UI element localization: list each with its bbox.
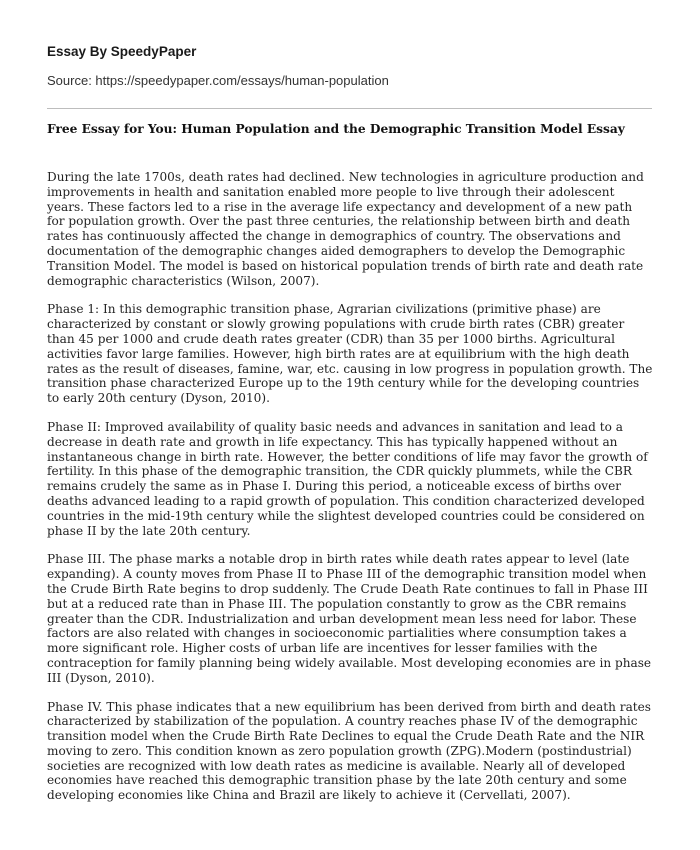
site-title: Essay By SpeedyPaper xyxy=(47,44,197,59)
paragraph-intro: During the late 1700s, death rates had declined. New technologies in agriculture production and improvements in health and sanitation enabled more people to live through their adolescent years. These factors led to a rise in the average life expectancy and development of a new path for population growth. Over the past three centuries, the relationship between birth and death rates has continuously affected the change in demographics of country. The observations and documentation of the demographic changes aided demographers to develop the Demographic Transition Model. The model is based on historical population trends of birth rate and death rate demographic characteristics (Wilson, 2007). xyxy=(47,170,644,288)
source-line: Source: https://speedypaper.com/essays/human-population xyxy=(47,73,389,88)
essay-title: Free Essay for You: Human Population and the Demographic Transition Model Essay xyxy=(47,122,625,136)
paragraph-phase-4: Phase IV. This phase indicates that a new equilibrium has been derived from birth and death rates characterized by stabilization of the population. A country reaches phase IV of the demographic transition model when the Crude Birth Rate Declines to equal the Crude Death Rate and the NIR moving to zero. This condition known as zero population growth (ZPG).Modern (postindustrial) societies are recognized with low death rates as medicine is available. Nearly all of developed economies have reached this demographic transition phase by the late 20th century and some developing economies like China and Brazil are likely to achieve it (Cervellati, 2007). xyxy=(47,699,652,803)
paragraph-phase-2: Phase II: Improved availability of quality basic needs and advances in sanitation and lead to a decrease in death rate and growth in life expectancy. This has typically happened without an instantaneous change in birth rate. However, the better conditions of life may favor the growth of fertility. In this phase of the demographic transition, the CDR quickly plummets, while the CBR remains crudely the same as in Phase I. During this period, a noticeable excess of births over deaths advanced leading to a rapid growth of population. This condition characterized developed countries in the mid-19th century while the slightest developed countries could be considered on phase II by the late 20th century. xyxy=(47,419,648,538)
paragraph-phase-1: Phase 1: In this demographic transition phase, Agrarian civilizations (primitive phase) are characterized by constant or slowly growing populations with crude birth rates (CBR) greater than 45 per 1000 and crude death rates greater (CDR) than 35 per 1000 births. Agricultural activities favor large families. However, high birth rates are at equilibrium with the high death rates as the result of diseases, famine, war, etc. causing in low progress in population growth. The transition phase characterized Europe up to the 19th century while for the developing countries to early 20th century (Dyson, 2010). xyxy=(47,302,653,406)
header-divider xyxy=(47,108,652,109)
essay-body xyxy=(47,170,653,817)
paragraph-phase-3: Phase III. The phase marks a notable drop in birth rates while death rates appear to level (late expanding). A county moves from Phase II to Phase III of the demographic transition model when the Crude Birth Rate begins to drop suddenly. The Crude Death Rate continues to fall in Phase III but at a reduced rate than in Phase III. The population constantly to grow as the CBR remains greater than the CDR. Industrialization and urban development mean less need for labor. These factors are also related with changes in socioeconomic partialities where consumption takes a more significant role. Higher costs of urban life are incentives for lesser families with the contraception for family planning being widely available. Most developing economies are in phase III (Dyson, 2010). xyxy=(47,552,652,685)
